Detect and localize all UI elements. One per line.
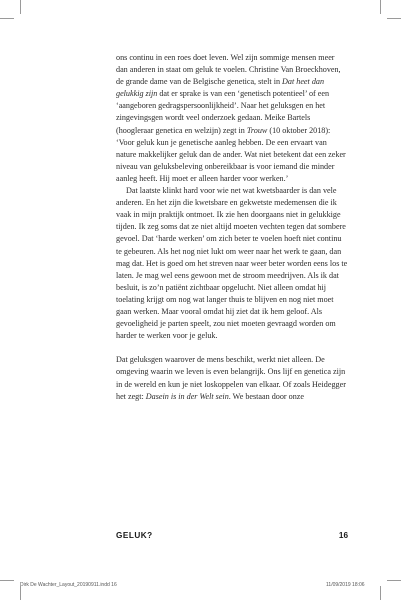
italic-text: Dasein is in der Welt sein	[145, 391, 229, 401]
running-head: GELUK?	[116, 531, 153, 540]
crop-mark-bottom-right-h	[387, 580, 401, 581]
crop-mark-bottom-left	[20, 586, 21, 600]
paragraph	[116, 52, 348, 185]
paragraph	[116, 185, 348, 342]
crop-mark-top-right-h	[387, 18, 401, 19]
text-run: . We bestaan door onze	[228, 391, 304, 401]
slug-date: 11/09/2019 18:06	[326, 582, 365, 588]
body-text	[116, 52, 348, 403]
text-run: dat er sprake is van een ‘genetisch potentieel’ of een ‘aangeboren gedragspersoonlijkheid’. Naar het geluksgen en het zingevingsgen wordt veel onderzoek gedaan. Meike Bartels (hoogleraar genetica en welzijn) zegt in	[116, 89, 330, 135]
paragraph	[116, 354, 348, 402]
crop-mark-top-left	[20, 0, 21, 14]
crop-mark-bottom-left-h	[0, 580, 14, 581]
text-run: (10 oktober 2018): ‘Voor geluk kun je genetische aanleg hebben. De een ervaart van nature makkelijker geluk dan de ander. Wat niet betekent dat een zeker niveau van geluksbeleving onbereikbaar is voor iemand die minder aanleg heeft. Hij moet er alleen harder voor werken.’	[116, 125, 346, 183]
slug-filename: Dirk De Wachter_Layout_20190911.indd 16	[20, 582, 117, 588]
text-run: Dat laatste klinkt hard voor wie net wat kwetsbaarder is dan vele anderen. En het zijn die kwetsbare en gekwetste medemensen die ik vaak in mijn praktijk ontmoet. Ik zie hen doorgaans niet in gelukkige tijden. Ik zeg soms dat ze niet altijd moeten vechten tegen dat sombere gevoel. Dat ‘harde werken’ om zich beter te voelen hoeft niet continu te gebeuren. Als het nog niet lukt om weer naar het werk te gaan, dan mag dat. Het is goed om het streven naar weer beter worden eens los te laten. Je mag wel eens gewoon met de stroom meedrijven. Als ik dat besluit, is zo’n patiënt zichtbaar opgelucht. Niet alleen omdat hij toelating krijgt om nog wat langer thuis te blijven en nog niet moet gaan werken. Maar vooral omdat hij ziet dat ik hem geloof. Als gevoeligheid je parten speelt, zou niet moeten gevraagd worden om harder te werken voor je geluk.	[116, 186, 348, 341]
crop-mark-top-left-h	[0, 18, 14, 19]
text-run: Dat geluksgen waarover de mens beschikt, werkt niet alleen. De omgeving waarin we leven is even belangrijk. Ons lijf en genetica zijn in de wereld en kun je niet loskoppelen van elkaar. Of zoals Heidegger het zegt:	[116, 355, 346, 401]
text-run: ons continu in een roes doet leven. Wel zijn sommige mensen meer dan anderen in staat om geluk te voelen. Christine Van Broeckhoven, de grande dame van de Belgische genetica, stelt in	[116, 53, 341, 87]
italic-text: Dat heet dan gelukkig zijn	[116, 77, 325, 99]
page-number: 16	[338, 531, 348, 540]
crop-mark-bottom-right	[380, 586, 381, 600]
italic-text: Trouw	[246, 125, 268, 135]
crop-mark-top-right	[380, 0, 381, 14]
